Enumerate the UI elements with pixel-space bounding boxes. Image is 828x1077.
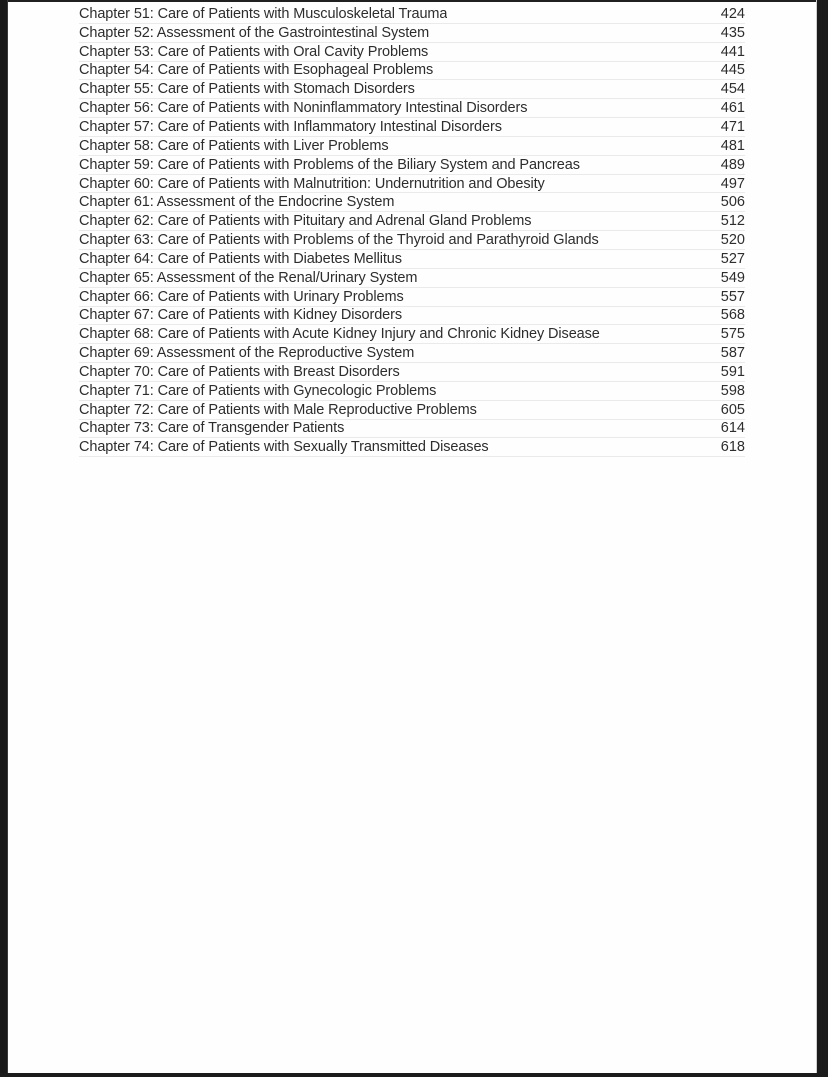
toc-entry-page-number: 557: [720, 288, 745, 305]
toc-entry-title: Chapter 62: Care of Patients with Pituitary and Adrenal Gland Problems: [79, 213, 532, 230]
scan-edge-top: [0, 0, 828, 2]
toc-entry-page-number: 587: [720, 345, 745, 362]
toc-entry-page-number: 568: [720, 307, 745, 324]
toc-row: [79, 99, 745, 118]
toc-entry-page-number: 481: [720, 137, 745, 154]
toc-entry-title: Chapter 71: Care of Patients with Gynecologic Problems: [79, 382, 437, 399]
toc-row: [79, 420, 745, 439]
toc-row: [79, 80, 745, 99]
scan-edge-left: [0, 0, 8, 1077]
toc-row: [79, 5, 745, 24]
toc-entry-title: Chapter 52: Assessment of the Gastrointestinal System: [79, 24, 430, 41]
toc-row: [79, 231, 745, 250]
toc-entry-title: Chapter 55: Care of Patients with Stomach Disorders: [79, 81, 415, 98]
toc-entry-title: Chapter 66: Care of Patients with Urinary Problems: [79, 288, 404, 305]
toc-row: [79, 193, 745, 212]
toc-entry-page-number: 506: [720, 194, 745, 211]
toc-entry-page-number: 512: [720, 213, 745, 230]
toc-row: [79, 137, 745, 156]
toc-entry-page-number: 471: [720, 118, 745, 135]
toc-entry-title: Chapter 70: Care of Patients with Breast Disorders: [79, 363, 400, 380]
toc-row: [79, 325, 745, 344]
toc-entry-page-number: 614: [720, 420, 745, 437]
toc-entry-title: Chapter 68: Care of Patients with Acute Kidney Injury and Chronic Kidney Disease: [79, 326, 600, 343]
toc-row: [79, 363, 745, 382]
toc-entry-page-number: 520: [720, 232, 745, 249]
toc-entry-page-number: 575: [720, 326, 745, 343]
toc-entry-title: Chapter 53: Care of Patients with Oral Cavity Problems: [79, 43, 429, 60]
toc-row: [79, 156, 745, 175]
toc-entry-title: Chapter 59: Care of Patients with Problems of the Biliary System and Pancreas: [79, 156, 580, 173]
toc-entry-title: Chapter 65: Assessment of the Renal/Urinary System: [79, 269, 418, 286]
toc-entry-page-number: 527: [720, 250, 745, 267]
toc-entry-title: Chapter 63: Care of Patients with Problems of the Thyroid and Parathyroid Glands: [79, 232, 599, 249]
toc-row: [79, 288, 745, 307]
toc-entry-title: Chapter 58: Care of Patients with Liver Problems: [79, 137, 389, 154]
toc-list: [79, 5, 745, 457]
toc-entry-title: Chapter 69: Assessment of the Reproductive System: [79, 345, 415, 362]
toc-entry-page-number: 461: [720, 100, 745, 117]
toc-entry-page-number: 489: [720, 156, 745, 173]
toc-entry-title: Chapter 51: Care of Patients with Musculoskeletal Trauma: [79, 5, 448, 22]
toc-entry-page-number: 591: [720, 363, 745, 380]
toc-row: [79, 344, 745, 363]
toc-entry-title: Chapter 61: Assessment of the Endocrine System: [79, 194, 395, 211]
toc-entry-page-number: 497: [720, 175, 745, 192]
toc-entry-page-number: 549: [720, 269, 745, 286]
toc-entry-page-number: 445: [720, 62, 745, 79]
toc-entry-title: Chapter 54: Care of Patients with Esophageal Problems: [79, 62, 434, 79]
toc-entry-page-number: 598: [720, 382, 745, 399]
toc-row: [79, 24, 745, 43]
toc-entry-title: Chapter 74: Care of Patients with Sexually Transmitted Diseases: [79, 439, 489, 456]
toc-entry-page-number: 605: [720, 401, 745, 418]
toc-entry-page-number: 424: [720, 5, 745, 22]
scan-edge-right: [816, 0, 828, 1077]
toc-row: [79, 307, 745, 326]
toc-entry-page-number: 618: [720, 439, 745, 456]
toc-entry-title: Chapter 64: Care of Patients with Diabetes Mellitus: [79, 250, 402, 267]
toc-entry-page-number: 435: [720, 24, 745, 41]
toc-entry-title: Chapter 67: Care of Patients with Kidney Disorders: [79, 307, 403, 324]
toc-row: [79, 250, 745, 269]
toc-entry-title: Chapter 56: Care of Patients with Noninflammatory Intestinal Disorders: [79, 100, 528, 117]
toc-entry-title: Chapter 73: Care of Transgender Patients: [79, 420, 345, 437]
toc-row: [79, 401, 745, 420]
toc-entry-title: Chapter 60: Care of Patients with Malnutrition: Undernutrition and Obesity: [79, 175, 545, 192]
toc-row: [79, 118, 745, 137]
toc-row: [79, 43, 745, 62]
toc-row: [79, 212, 745, 231]
scan-edge-bottom: [0, 1073, 828, 1077]
toc-entry-title: Chapter 57: Care of Patients with Inflammatory Intestinal Disorders: [79, 118, 502, 135]
toc-entry-page-number: 441: [720, 43, 745, 60]
toc-row: [79, 62, 745, 81]
toc-row: [79, 438, 745, 457]
toc-entry-title: Chapter 72: Care of Patients with Male Reproductive Problems: [79, 401, 477, 418]
toc-row: [79, 175, 745, 194]
toc-row: [79, 382, 745, 401]
toc-row: [79, 269, 745, 288]
toc-entry-page-number: 454: [720, 81, 745, 98]
